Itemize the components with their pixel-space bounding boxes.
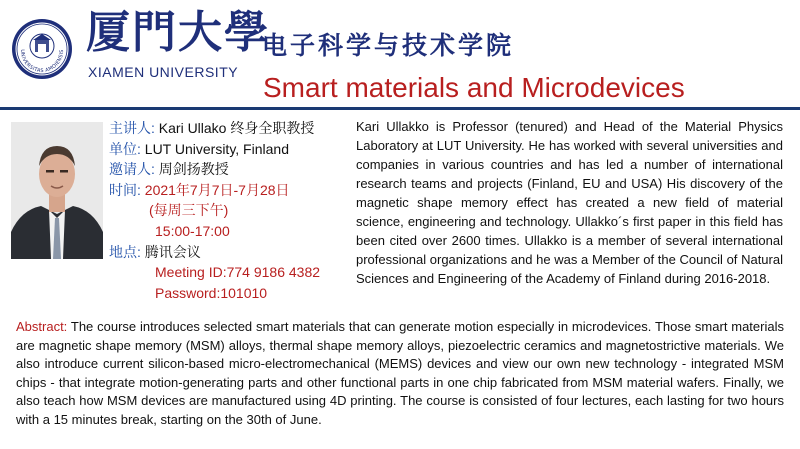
university-name-chinese: 厦門大學 [86,7,270,58]
speaker-biography: Kari Ullakko is Professor (tenured) and Head of the Material Physics Laboratory at LUT University. He has worked with several universities and companies in various countries and has led a number of international research teams and projects (Finland, EU and USA) His discovery of the magnetic shape memory effect has created a new field of material science, engineering and technology. Ullakko´s first paper in this field has been cited over 2600 times. Ullakko is a member of several international professional organizations and he was a Member of the Council of Natural Sciences and Engineering of the Academy of Finland during 2016-2018. [356,119,783,286]
course-title: Smart materials and Microdevices [263,72,685,103]
place-value: 腾讯会议 [144,243,201,260]
header-divider [0,107,800,110]
abstract-text: The course introduces selected smart materials that can generate motion especially in microdevices. Those smart materials are magnetic shape memory (MSM) alloys, thermal shape memory alloys, piezoelectric ceramics and magnetostrictive materials. We also introduce current silicon-based micro-electromechanical (MEMS) devices and view our own new technology - integrated MSM chips - that integrate motion-generating parts and other functional parts in one chip fabricated from MSM material wafers. Finally, we also teach how MSM devices are manufactured using 4D printing. The course is consisted of four lectures, each lasting for two hours with a 15 minutes break, starting on the 30th of June. [16,319,784,427]
inviter-row [109,159,352,180]
time-label: 时间: [109,181,141,198]
time-row [109,180,352,201]
lecture-info [109,118,352,303]
university-seal-logo [11,18,73,80]
university-name-english: XIAMEN UNIVERSITY [88,64,239,80]
speaker-label: 主讲人: [109,120,155,136]
speaker-value: Kari Ullako 终身全职教授 [158,120,315,136]
time-note: (每周三下午) [149,202,229,219]
inviter-label: 邀请人: [109,161,155,178]
time-value: 2021年7月7日-7月28日 [144,181,290,198]
speaker-photo [11,122,103,259]
school-name: 电子科学与技术学院 [262,31,515,60]
abstract-label: Abstract: [16,319,68,334]
course-abstract [16,318,784,430]
time-hours: 15:00-17:00 [155,222,230,239]
inviter-value: 周剑扬教授 [158,161,229,178]
speaker-row [109,118,352,139]
meeting-id: Meeting ID:774 9186 4382 [155,264,321,281]
place-label: 地点: [109,243,141,260]
unit-label: 单位: [109,140,141,157]
place-row [109,242,352,263]
meeting-password: Password:101010 [155,284,268,301]
seal-text: UNIVERSITAS AMOIENSIS [18,49,66,75]
unit-value: LUT University, Finland [144,140,289,157]
unit-row [109,139,352,160]
